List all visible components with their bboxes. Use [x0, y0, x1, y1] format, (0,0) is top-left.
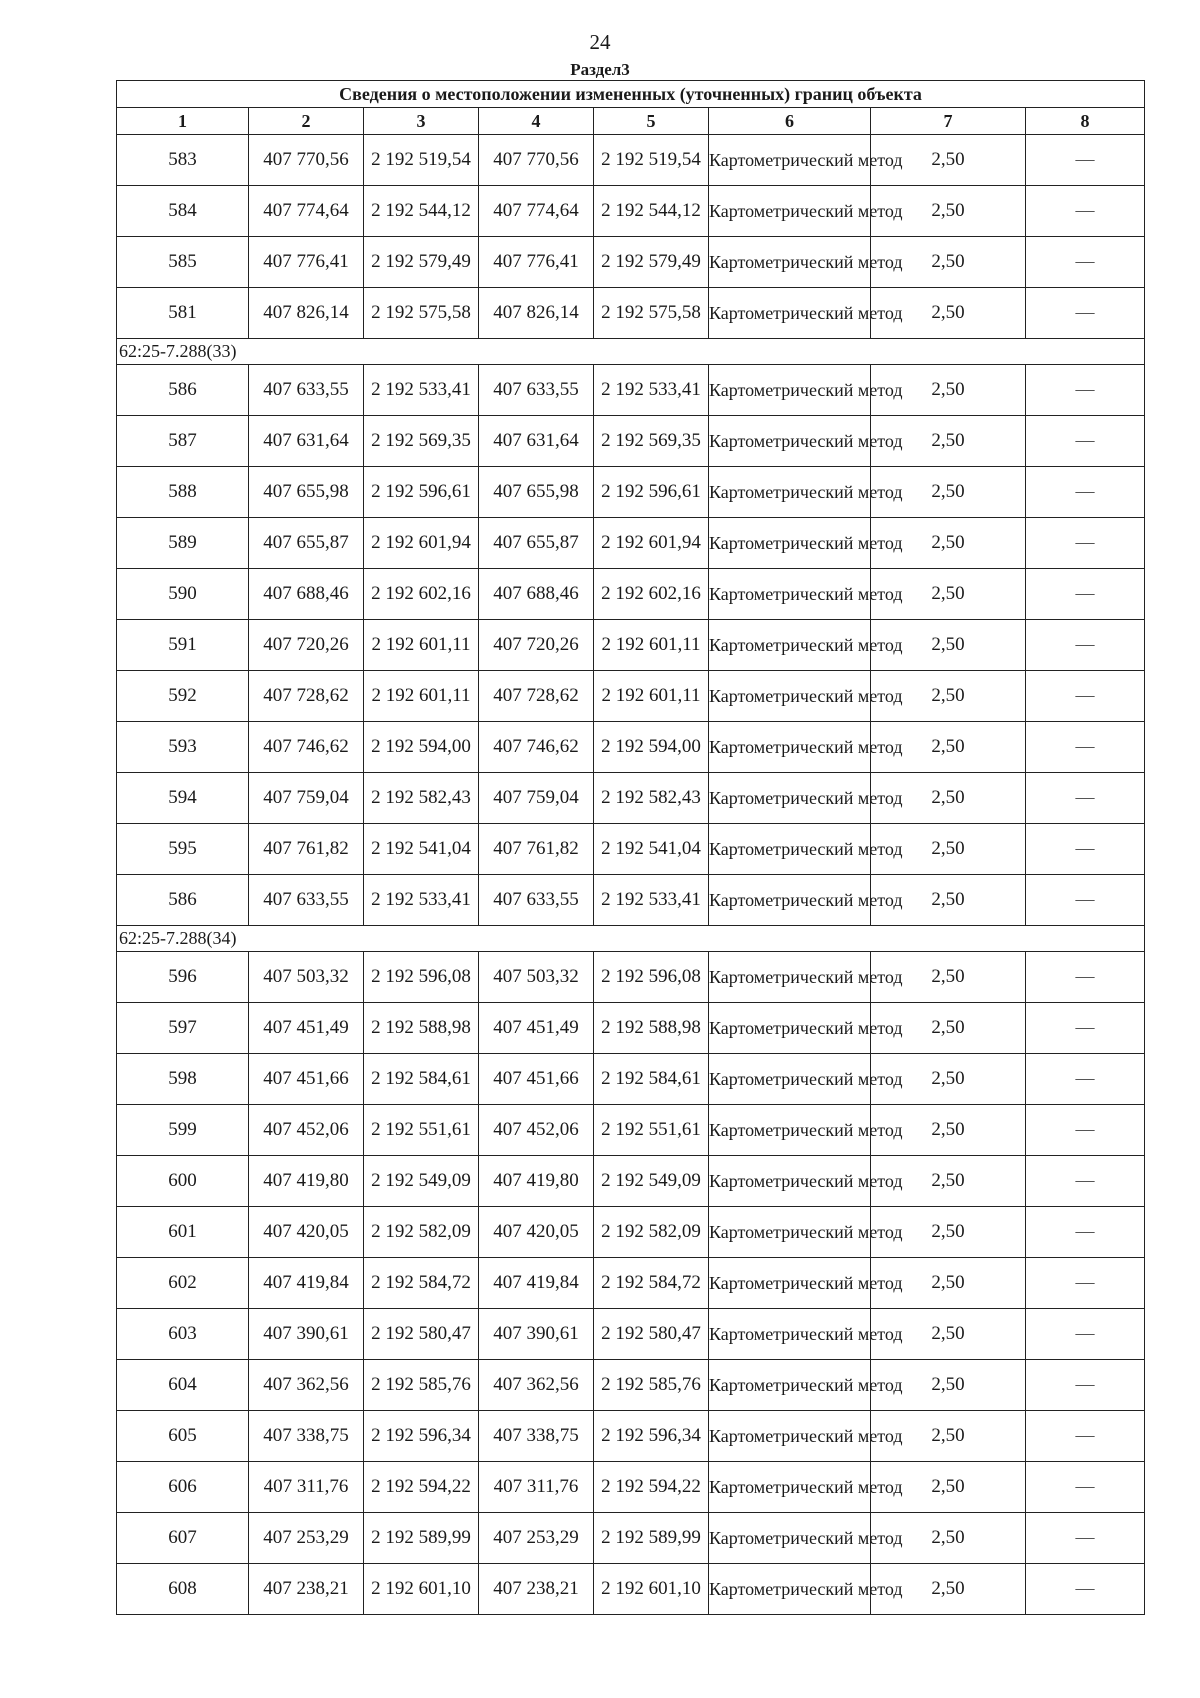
x-new-cell: 407 451,49: [479, 1003, 594, 1054]
method-cell: Картометрический метод: [709, 237, 871, 288]
y-new-cell: 2 192 582,43: [594, 773, 709, 824]
x-new-cell: 407 633,55: [479, 875, 594, 926]
x-old-cell: 407 452,06: [249, 1105, 364, 1156]
y-new-cell: 2 192 551,61: [594, 1105, 709, 1156]
accuracy-cell: 2,50: [871, 1105, 1026, 1156]
table-row: [117, 1054, 1145, 1105]
table-row: [117, 671, 1145, 722]
description-cell: —: [1026, 722, 1145, 773]
table-row: [117, 1462, 1145, 1513]
accuracy-cell: 2,50: [871, 1003, 1026, 1054]
y-old-cell: 2 192 589,99: [364, 1513, 479, 1564]
y-old-cell: 2 192 575,58: [364, 288, 479, 339]
y-old-cell: 2 192 544,12: [364, 186, 479, 237]
table-row: [117, 1258, 1145, 1309]
point-number-cell: 589: [117, 518, 249, 569]
accuracy-cell: 2,50: [871, 1360, 1026, 1411]
accuracy-cell: 2,50: [871, 467, 1026, 518]
x-new-cell: 407 631,64: [479, 416, 594, 467]
y-new-cell: 2 192 596,08: [594, 952, 709, 1003]
accuracy-cell: 2,50: [871, 824, 1026, 875]
method-cell: Картометрический метод: [709, 671, 871, 722]
x-new-cell: 407 451,66: [479, 1054, 594, 1105]
point-number-cell: 590: [117, 569, 249, 620]
point-number-cell: 586: [117, 365, 249, 416]
point-number-cell: 583: [117, 135, 249, 186]
table-row: [117, 237, 1145, 288]
table-row: [117, 773, 1145, 824]
method-cell: Картометрический метод: [709, 1462, 871, 1513]
x-old-cell: 407 503,32: [249, 952, 364, 1003]
y-old-cell: 2 192 601,94: [364, 518, 479, 569]
y-old-cell: 2 192 594,00: [364, 722, 479, 773]
x-new-cell: 407 633,55: [479, 365, 594, 416]
description-cell: —: [1026, 1156, 1145, 1207]
y-old-cell: 2 192 596,61: [364, 467, 479, 518]
accuracy-cell: 2,50: [871, 288, 1026, 339]
point-number-cell: 581: [117, 288, 249, 339]
table-row: [117, 1513, 1145, 1564]
point-number-cell: 597: [117, 1003, 249, 1054]
group-label: 62:25-7.288(33): [117, 339, 1145, 365]
column-number: 4: [479, 108, 594, 135]
y-old-cell: 2 192 549,09: [364, 1156, 479, 1207]
x-new-cell: 407 238,21: [479, 1564, 594, 1615]
method-cell: Картометрический метод: [709, 1156, 871, 1207]
table-row: [117, 135, 1145, 186]
method-cell: Картометрический метод: [709, 773, 871, 824]
table-body: [117, 135, 1145, 1615]
method-cell: Картометрический метод: [709, 1360, 871, 1411]
table-row: [117, 1207, 1145, 1258]
description-cell: —: [1026, 1258, 1145, 1309]
method-cell: Картометрический метод: [709, 569, 871, 620]
table-row: [117, 1309, 1145, 1360]
y-old-cell: 2 192 601,10: [364, 1564, 479, 1615]
point-number-cell: 594: [117, 773, 249, 824]
method-cell: Картометрический метод: [709, 1309, 871, 1360]
x-old-cell: 407 631,64: [249, 416, 364, 467]
table-row: [117, 1360, 1145, 1411]
x-new-cell: 407 728,62: [479, 671, 594, 722]
column-number: 2: [249, 108, 364, 135]
x-new-cell: 407 338,75: [479, 1411, 594, 1462]
method-cell: Картометрический метод: [709, 288, 871, 339]
method-cell: Картометрический метод: [709, 1105, 871, 1156]
y-old-cell: 2 192 582,43: [364, 773, 479, 824]
description-cell: —: [1026, 1411, 1145, 1462]
table-row: [117, 620, 1145, 671]
table-row: [117, 1156, 1145, 1207]
y-new-cell: 2 192 594,00: [594, 722, 709, 773]
x-old-cell: 407 728,62: [249, 671, 364, 722]
description-cell: —: [1026, 620, 1145, 671]
accuracy-cell: 2,50: [871, 365, 1026, 416]
table-row: [117, 569, 1145, 620]
y-old-cell: 2 192 601,11: [364, 620, 479, 671]
table-row: [117, 186, 1145, 237]
method-cell: Картометрический метод: [709, 1054, 871, 1105]
x-old-cell: 407 390,61: [249, 1309, 364, 1360]
method-cell: Картометрический метод: [709, 824, 871, 875]
y-new-cell: 2 192 533,41: [594, 875, 709, 926]
accuracy-cell: 2,50: [871, 952, 1026, 1003]
description-cell: —: [1026, 1105, 1145, 1156]
x-old-cell: 407 451,66: [249, 1054, 364, 1105]
y-old-cell: 2 192 602,16: [364, 569, 479, 620]
y-new-cell: 2 192 594,22: [594, 1462, 709, 1513]
description-cell: —: [1026, 952, 1145, 1003]
x-old-cell: 407 826,14: [249, 288, 364, 339]
table-row: [117, 467, 1145, 518]
method-cell: Картометрический метод: [709, 1564, 871, 1615]
y-new-cell: 2 192 596,34: [594, 1411, 709, 1462]
description-cell: —: [1026, 1054, 1145, 1105]
description-cell: —: [1026, 467, 1145, 518]
description-cell: —: [1026, 1309, 1145, 1360]
y-new-cell: 2 192 596,61: [594, 467, 709, 518]
y-new-cell: 2 192 541,04: [594, 824, 709, 875]
x-old-cell: 407 419,84: [249, 1258, 364, 1309]
point-number-cell: 593: [117, 722, 249, 773]
x-old-cell: 407 633,55: [249, 875, 364, 926]
table-row: [117, 1003, 1145, 1054]
column-number: 8: [1026, 108, 1145, 135]
table-row: [117, 875, 1145, 926]
y-old-cell: 2 192 533,41: [364, 365, 479, 416]
accuracy-cell: 2,50: [871, 722, 1026, 773]
x-old-cell: 407 774,64: [249, 186, 364, 237]
x-new-cell: 407 452,06: [479, 1105, 594, 1156]
x-old-cell: 407 759,04: [249, 773, 364, 824]
y-old-cell: 2 192 596,34: [364, 1411, 479, 1462]
method-cell: Картометрический метод: [709, 416, 871, 467]
point-number-cell: 591: [117, 620, 249, 671]
table-caption: Сведения о местоположении измененных (уточненных) границ объекта: [117, 81, 1145, 108]
x-old-cell: 407 761,82: [249, 824, 364, 875]
method-cell: Картометрический метод: [709, 518, 871, 569]
description-cell: —: [1026, 773, 1145, 824]
section-title: Раздел3: [570, 60, 630, 79]
point-number-cell: 601: [117, 1207, 249, 1258]
x-old-cell: 407 238,21: [249, 1564, 364, 1615]
table-row: [117, 518, 1145, 569]
method-cell: Картометрический метод: [709, 1207, 871, 1258]
point-number-cell: 608: [117, 1564, 249, 1615]
page-number: 24: [589, 30, 611, 54]
group-header-row: [117, 926, 1145, 952]
accuracy-cell: 2,50: [871, 1462, 1026, 1513]
table-row: [117, 1564, 1145, 1615]
x-new-cell: 407 253,29: [479, 1513, 594, 1564]
x-new-cell: 407 420,05: [479, 1207, 594, 1258]
description-cell: —: [1026, 824, 1145, 875]
y-old-cell: 2 192 585,76: [364, 1360, 479, 1411]
y-new-cell: 2 192 601,10: [594, 1564, 709, 1615]
y-old-cell: 2 192 579,49: [364, 237, 479, 288]
point-number-cell: 587: [117, 416, 249, 467]
y-old-cell: 2 192 551,61: [364, 1105, 479, 1156]
x-new-cell: 407 503,32: [479, 952, 594, 1003]
x-new-cell: 407 655,98: [479, 467, 594, 518]
x-new-cell: 407 419,80: [479, 1156, 594, 1207]
table-row: [117, 722, 1145, 773]
y-old-cell: 2 192 533,41: [364, 875, 479, 926]
x-old-cell: 407 720,26: [249, 620, 364, 671]
accuracy-cell: 2,50: [871, 1411, 1026, 1462]
accuracy-cell: 2,50: [871, 773, 1026, 824]
group-header-row: [117, 339, 1145, 365]
y-new-cell: 2 192 588,98: [594, 1003, 709, 1054]
point-number-cell: 604: [117, 1360, 249, 1411]
x-old-cell: 407 362,56: [249, 1360, 364, 1411]
description-cell: —: [1026, 288, 1145, 339]
x-new-cell: 407 311,76: [479, 1462, 594, 1513]
method-cell: Картометрический метод: [709, 1411, 871, 1462]
y-new-cell: 2 192 533,41: [594, 365, 709, 416]
table-row: [117, 365, 1145, 416]
y-new-cell: 2 192 544,12: [594, 186, 709, 237]
description-cell: —: [1026, 416, 1145, 467]
accuracy-cell: 2,50: [871, 186, 1026, 237]
method-cell: Картометрический метод: [709, 1003, 871, 1054]
method-cell: Картометрический метод: [709, 952, 871, 1003]
y-new-cell: 2 192 569,35: [594, 416, 709, 467]
x-old-cell: 407 746,62: [249, 722, 364, 773]
point-number-cell: 588: [117, 467, 249, 518]
x-new-cell: 407 390,61: [479, 1309, 594, 1360]
y-new-cell: 2 192 601,11: [594, 620, 709, 671]
accuracy-cell: 2,50: [871, 237, 1026, 288]
accuracy-cell: 2,50: [871, 1309, 1026, 1360]
point-number-cell: 584: [117, 186, 249, 237]
accuracy-cell: 2,50: [871, 1156, 1026, 1207]
x-new-cell: 407 776,41: [479, 237, 594, 288]
table-row: [117, 824, 1145, 875]
accuracy-cell: 2,50: [871, 671, 1026, 722]
description-cell: —: [1026, 135, 1145, 186]
x-new-cell: 407 770,56: [479, 135, 594, 186]
description-cell: —: [1026, 1513, 1145, 1564]
description-cell: —: [1026, 365, 1145, 416]
column-number: 5: [594, 108, 709, 135]
description-cell: —: [1026, 1207, 1145, 1258]
method-cell: Картометрический метод: [709, 722, 871, 773]
y-new-cell: 2 192 584,72: [594, 1258, 709, 1309]
description-cell: —: [1026, 518, 1145, 569]
table-row: [117, 416, 1145, 467]
x-old-cell: 407 338,75: [249, 1411, 364, 1462]
x-old-cell: 407 419,80: [249, 1156, 364, 1207]
x-old-cell: 407 420,05: [249, 1207, 364, 1258]
column-number: 3: [364, 108, 479, 135]
description-cell: —: [1026, 237, 1145, 288]
y-old-cell: 2 192 584,72: [364, 1258, 479, 1309]
x-new-cell: 407 362,56: [479, 1360, 594, 1411]
description-cell: —: [1026, 671, 1145, 722]
accuracy-cell: 2,50: [871, 1054, 1026, 1105]
y-old-cell: 2 192 584,61: [364, 1054, 479, 1105]
group-label: 62:25-7.288(34): [117, 926, 1145, 952]
x-new-cell: 407 761,82: [479, 824, 594, 875]
y-old-cell: 2 192 541,04: [364, 824, 479, 875]
y-new-cell: 2 192 602,16: [594, 569, 709, 620]
column-number: 7: [871, 108, 1026, 135]
point-number-cell: 595: [117, 824, 249, 875]
table-row: [117, 288, 1145, 339]
x-old-cell: 407 311,76: [249, 1462, 364, 1513]
point-number-cell: 586: [117, 875, 249, 926]
table-row: [117, 1411, 1145, 1462]
accuracy-cell: 2,50: [871, 875, 1026, 926]
x-old-cell: 407 776,41: [249, 237, 364, 288]
y-old-cell: 2 192 588,98: [364, 1003, 479, 1054]
point-number-cell: 605: [117, 1411, 249, 1462]
x-old-cell: 407 770,56: [249, 135, 364, 186]
y-new-cell: 2 192 549,09: [594, 1156, 709, 1207]
accuracy-cell: 2,50: [871, 518, 1026, 569]
method-cell: Картометрический метод: [709, 365, 871, 416]
point-number-cell: 599: [117, 1105, 249, 1156]
x-new-cell: 407 655,87: [479, 518, 594, 569]
method-cell: Картометрический метод: [709, 875, 871, 926]
y-new-cell: 2 192 575,58: [594, 288, 709, 339]
x-old-cell: 407 688,46: [249, 569, 364, 620]
accuracy-cell: 2,50: [871, 620, 1026, 671]
y-new-cell: 2 192 580,47: [594, 1309, 709, 1360]
y-new-cell: 2 192 579,49: [594, 237, 709, 288]
point-number-cell: 600: [117, 1156, 249, 1207]
x-old-cell: 407 655,87: [249, 518, 364, 569]
method-cell: Картометрический метод: [709, 1258, 871, 1309]
x-new-cell: 407 746,62: [479, 722, 594, 773]
method-cell: Картометрический метод: [709, 467, 871, 518]
point-number-cell: 603: [117, 1309, 249, 1360]
x-old-cell: 407 655,98: [249, 467, 364, 518]
method-cell: Картометрический метод: [709, 620, 871, 671]
point-number-cell: 607: [117, 1513, 249, 1564]
description-cell: —: [1026, 1360, 1145, 1411]
accuracy-cell: 2,50: [871, 416, 1026, 467]
accuracy-cell: 2,50: [871, 135, 1026, 186]
accuracy-cell: 2,50: [871, 1564, 1026, 1615]
boundary-coordinates-table: [116, 80, 1145, 1615]
column-number: 1: [117, 108, 249, 135]
y-old-cell: 2 192 601,11: [364, 671, 479, 722]
description-cell: —: [1026, 875, 1145, 926]
accuracy-cell: 2,50: [871, 1258, 1026, 1309]
method-cell: Картометрический метод: [709, 1513, 871, 1564]
description-cell: —: [1026, 1462, 1145, 1513]
description-cell: —: [1026, 569, 1145, 620]
x-old-cell: 407 253,29: [249, 1513, 364, 1564]
description-cell: —: [1026, 1564, 1145, 1615]
accuracy-cell: 2,50: [871, 1513, 1026, 1564]
y-new-cell: 2 192 589,99: [594, 1513, 709, 1564]
accuracy-cell: 2,50: [871, 569, 1026, 620]
x-old-cell: 407 633,55: [249, 365, 364, 416]
y-new-cell: 2 192 519,54: [594, 135, 709, 186]
y-new-cell: 2 192 585,76: [594, 1360, 709, 1411]
x-new-cell: 407 419,84: [479, 1258, 594, 1309]
x-new-cell: 407 774,64: [479, 186, 594, 237]
table-row: [117, 1105, 1145, 1156]
y-old-cell: 2 192 582,09: [364, 1207, 479, 1258]
y-old-cell: 2 192 519,54: [364, 135, 479, 186]
point-number-cell: 606: [117, 1462, 249, 1513]
y-new-cell: 2 192 601,11: [594, 671, 709, 722]
x-new-cell: 407 688,46: [479, 569, 594, 620]
y-old-cell: 2 192 596,08: [364, 952, 479, 1003]
y-old-cell: 2 192 569,35: [364, 416, 479, 467]
method-cell: Картометрический метод: [709, 186, 871, 237]
description-cell: —: [1026, 1003, 1145, 1054]
point-number-cell: 585: [117, 237, 249, 288]
table-row: [117, 952, 1145, 1003]
y-new-cell: 2 192 582,09: [594, 1207, 709, 1258]
column-number: 6: [709, 108, 871, 135]
x-old-cell: 407 451,49: [249, 1003, 364, 1054]
method-cell: Картометрический метод: [709, 135, 871, 186]
x-new-cell: 407 826,14: [479, 288, 594, 339]
x-new-cell: 407 759,04: [479, 773, 594, 824]
point-number-cell: 602: [117, 1258, 249, 1309]
point-number-cell: 596: [117, 952, 249, 1003]
column-number-row: [117, 108, 1145, 135]
x-new-cell: 407 720,26: [479, 620, 594, 671]
point-number-cell: 598: [117, 1054, 249, 1105]
accuracy-cell: 2,50: [871, 1207, 1026, 1258]
y-old-cell: 2 192 594,22: [364, 1462, 479, 1513]
description-cell: —: [1026, 186, 1145, 237]
point-number-cell: 592: [117, 671, 249, 722]
y-new-cell: 2 192 601,94: [594, 518, 709, 569]
y-new-cell: 2 192 584,61: [594, 1054, 709, 1105]
y-old-cell: 2 192 580,47: [364, 1309, 479, 1360]
